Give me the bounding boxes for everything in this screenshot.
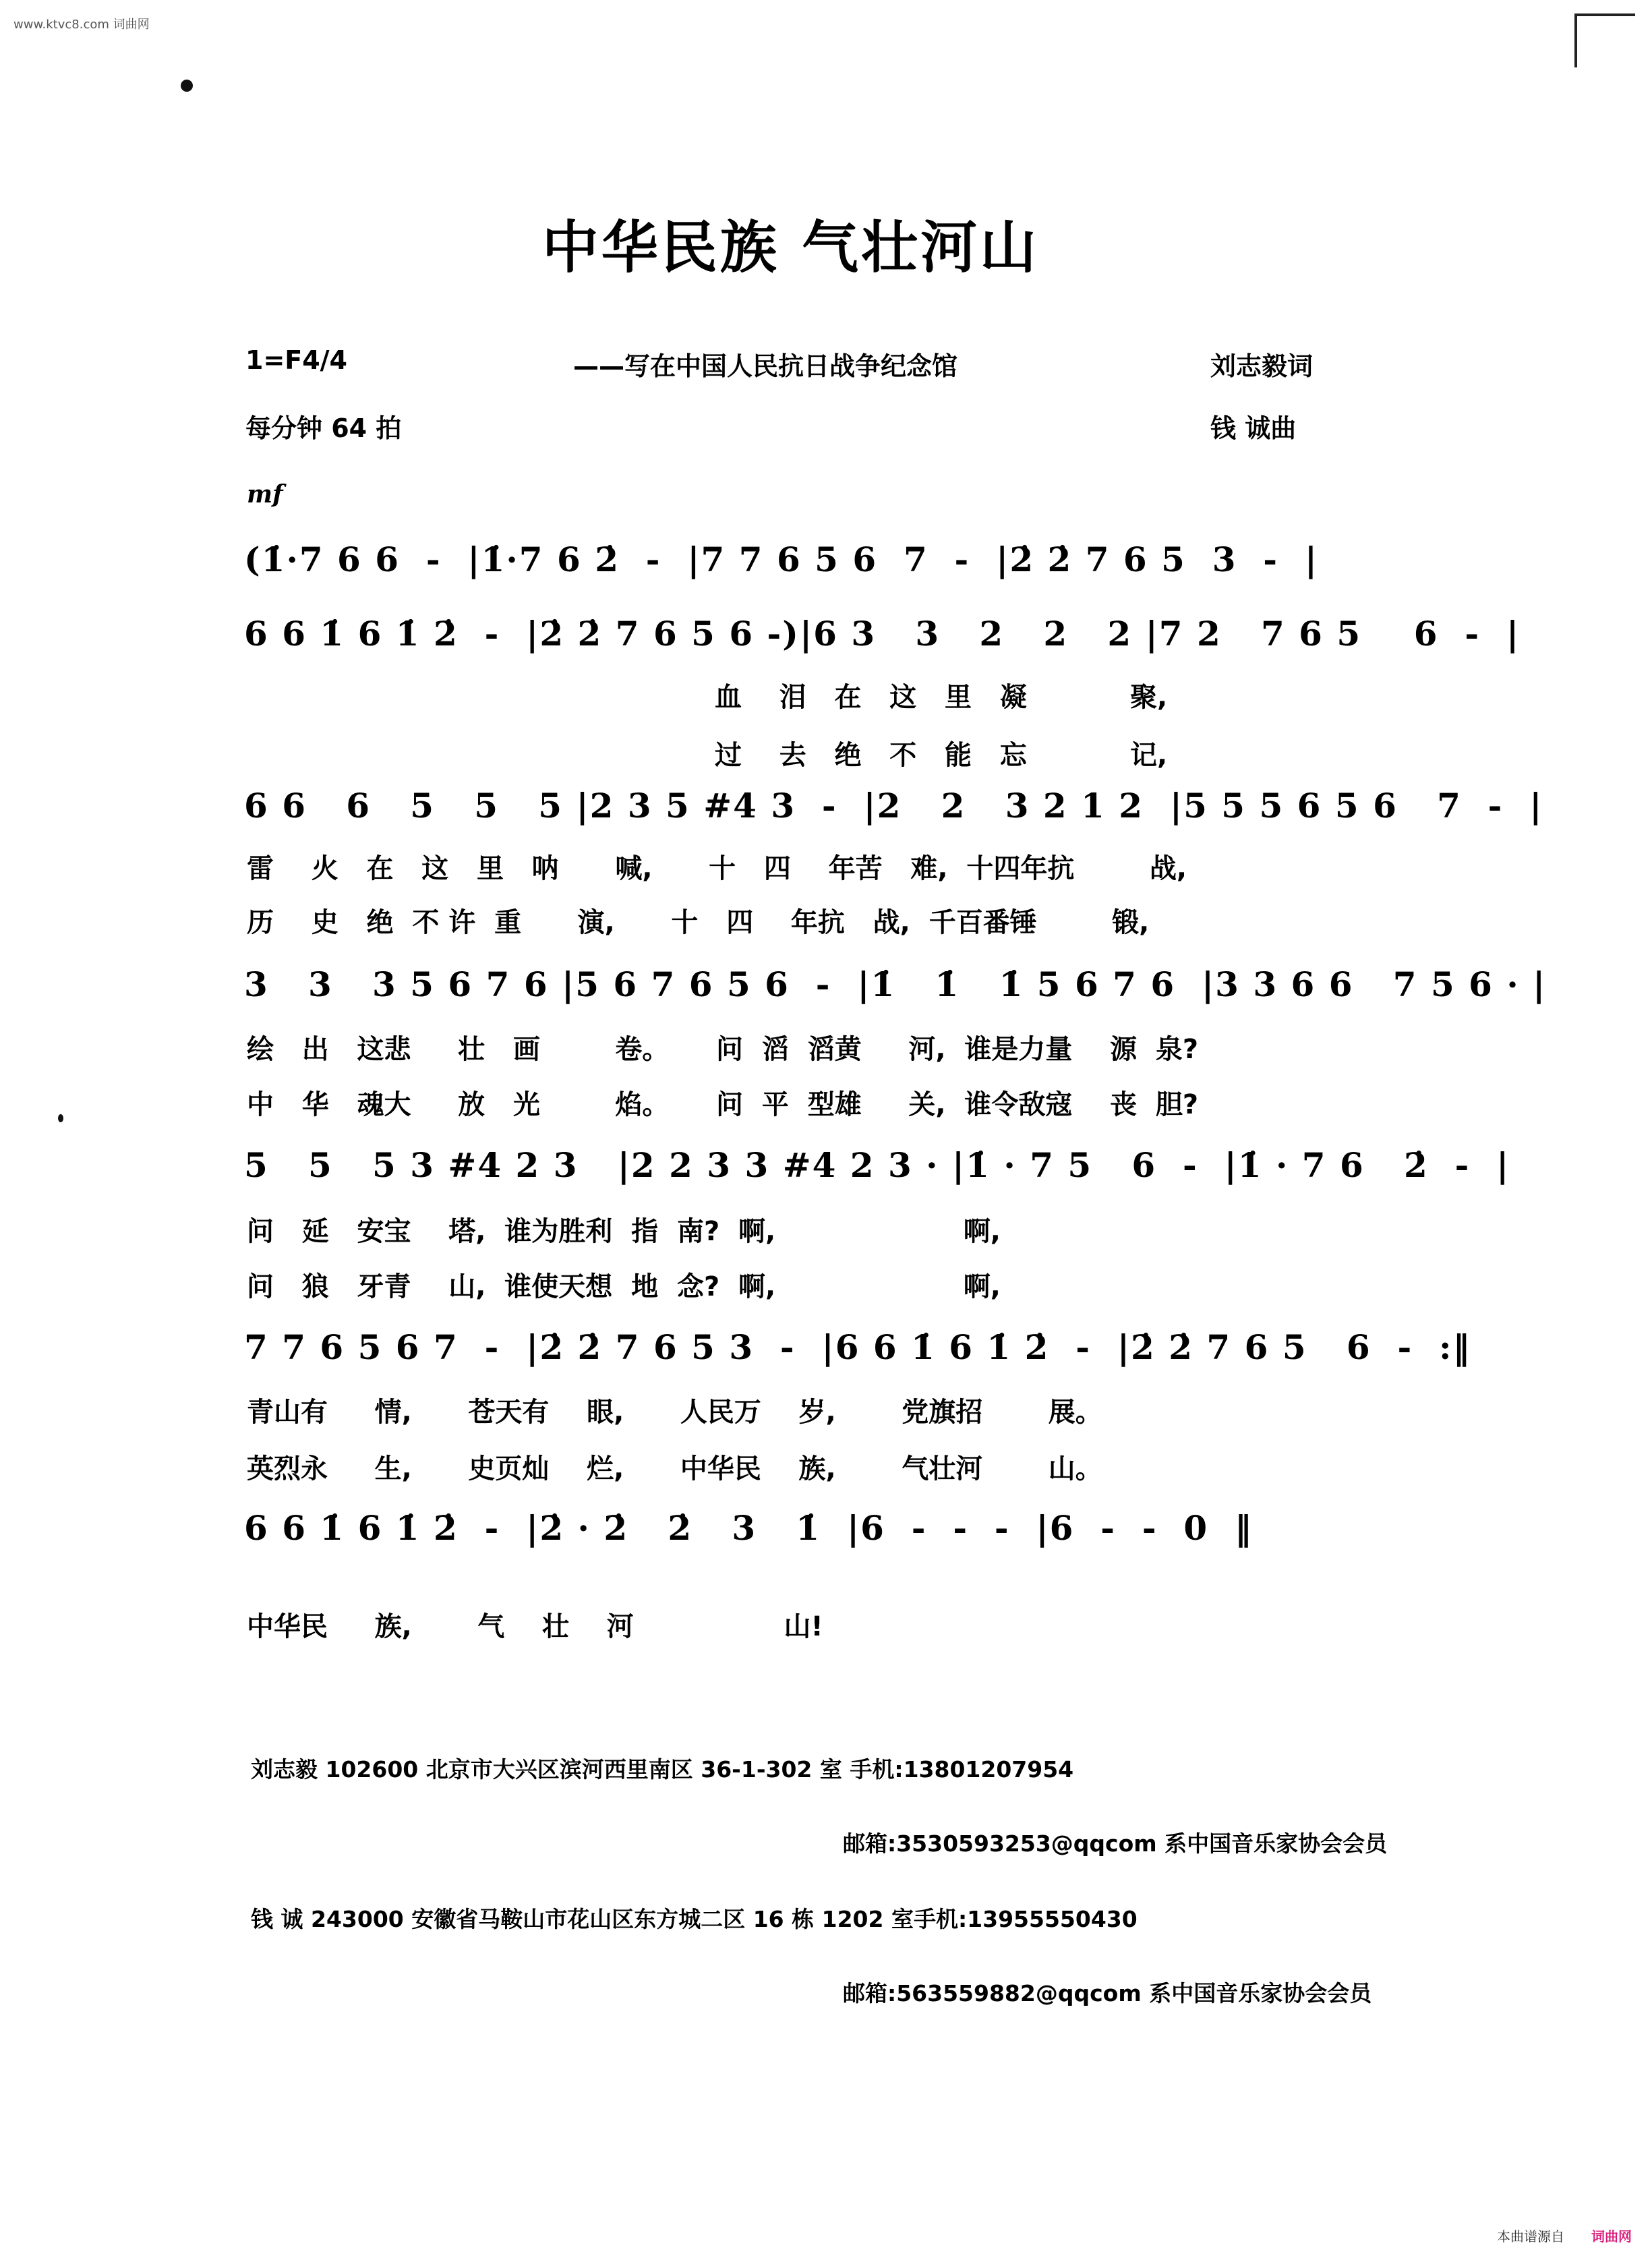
lyric-line: 问 狼 牙青 山, 谁使天想 地 念? 啊, 啊, [247, 1271, 1001, 1302]
scan-edge-mark [1574, 13, 1635, 16]
lyricist: 刘志毅词 [1210, 351, 1314, 381]
dynamic-marking: mf [247, 480, 283, 509]
score-line-3 [244, 786, 1543, 826]
lyric-line: 雷 火 在 这 里 呐 喊, 十 四 年苦 难, 十四年抗 战, [247, 853, 1187, 884]
notes: 5 5 5 3 #4 2 3 |2 2 3 3 #4 2 3 · |1̇ · 7 5 6 - |1̇ · 7 6 2̇ - | [244, 1145, 1510, 1185]
tempo-marking: 每分钟 64 拍 [245, 413, 402, 443]
scan-edge-mark [1574, 13, 1577, 67]
notes: 6 6 1̇ 6 1̇ 2̇ - |2̇ 2̇ 7 6 5 6 -)|6 3 3 2 2 2 |7 2 7 6 5 6 - | [244, 614, 1521, 654]
lyric-line: 过 去 绝 不 能 忘 记, [715, 740, 1168, 771]
lyric-line: 中华民 族, 气 壮 河 山! [247, 1611, 823, 1642]
notes: 6 6 6 5 5 5 |2 3 5 #4 3 - |2 2 3 2 1 2 |5 5 5 6 5 6 7 - | [244, 786, 1543, 826]
notes: 3 3 3 5 6 7 6 |5 6 7 6 5 6 - |1̇ 1̇ 1̇ 5 6 7 6 |3 3 6 6 7 5 6 · | [244, 964, 1547, 1004]
scan-speck [58, 1114, 63, 1122]
lyric-line: 绘 出 这悲 壮 画 卷。 问 滔 滔黄 河, 谁是力量 源 泉? [247, 1034, 1199, 1065]
lyric-line: 问 延 安宝 塔, 谁为胜利 指 南? 啊, 啊, [247, 1216, 1001, 1247]
score-line-6 [244, 1327, 1471, 1367]
footer-logo: 词曲网 [1591, 2228, 1632, 2245]
scan-speck [181, 80, 193, 92]
site-watermark: www.ktvc8.com 词曲网 [13, 18, 150, 32]
lyric-line: 中 华 魂大 放 光 焰。 问 平 型雄 关, 谁令敌寇 丧 胆? [247, 1089, 1199, 1120]
footer-source-text: 本曲谱源自 [1497, 2228, 1564, 2245]
score-line-5 [244, 1145, 1510, 1185]
contact-lyricist: 刘志毅 102600 北京市大兴区滨河西里南区 36-1-302 室 手机:13801207954 [251, 1756, 1074, 1783]
contact-composer-email: 邮箱:563559882@qqcom 系中国音乐家协会会员 [843, 1980, 1372, 2006]
subtitle: ——写在中国人民抗日战争纪念馆 [573, 351, 958, 381]
key-signature: 1=F4/4 [245, 345, 347, 375]
lyric-line: 青山有 情, 苍天有 眼, 人民万 岁, 党旗招 展。 [247, 1397, 1102, 1428]
contact-composer: 钱 诚 243000 安徽省马鞍山市花山区东方城二区 16 栋 1202 室手机:13955550430 [251, 1906, 1138, 1932]
composer: 钱 诚曲 [1210, 413, 1297, 443]
score-line-2 [244, 614, 1520, 654]
page-title: 中华民族 气壮河山 [541, 214, 1040, 281]
score-line-4 [244, 964, 1546, 1004]
contact-lyricist-email: 邮箱:3530593253@qqcom 系中国音乐家协会会员 [843, 1830, 1388, 1857]
notes: 7 7 6 5 6 7 - |2̇ 2̇ 7 6 5 3 - |6 6 1̇ 6 1̇ 2̇ - |2̇ 2̇ 7 6 5 6 - :‖ [244, 1327, 1471, 1367]
notes: (1̇·7 6 6 - |1̇·7 6 2̇ - |7 7 6 5 6 7 - |2̇ 2̇ 7 6 5 3 - | [244, 540, 1319, 579]
lyric-line: 历 史 绝 不 许 重 演, 十 四 年抗 战, 千百番锤 锻, [247, 907, 1150, 938]
lyric-line: 英烈永 生, 史页灿 烂, 中华民 族, 气壮河 山。 [247, 1453, 1102, 1484]
score-line-1 [244, 540, 1318, 579]
lyric-line: 血 泪 在 这 里 凝 聚, [715, 682, 1168, 713]
score-line-7 [244, 1508, 1253, 1548]
notes: 6 6 1̇ 6 1̇ 2̇ - |2̇ · 2̇ 2̇ 3 1̇ |6 - - - |6 - - 0 ‖ [244, 1508, 1253, 1548]
